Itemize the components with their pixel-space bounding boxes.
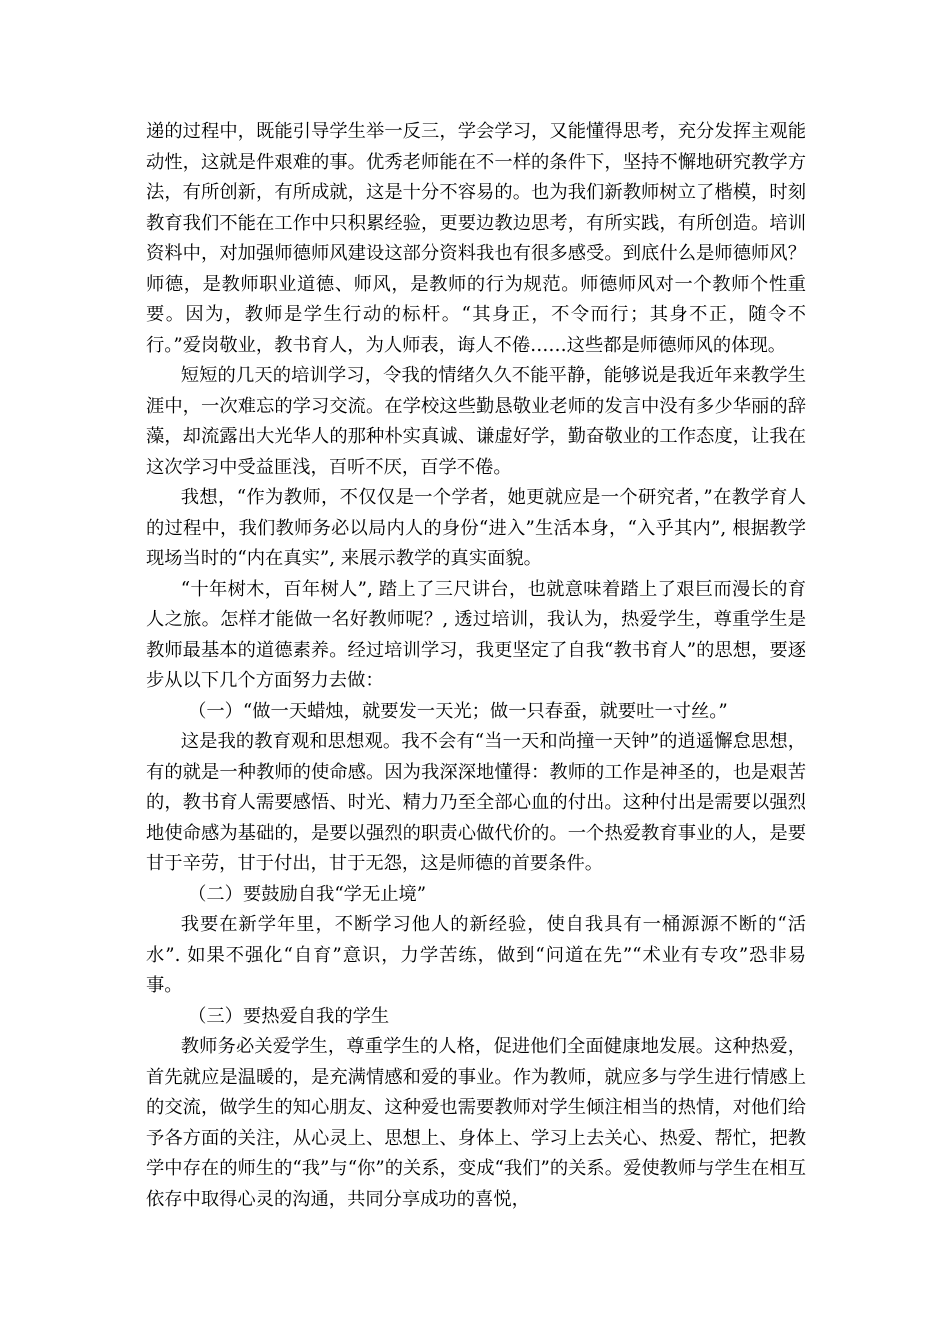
paragraph-6: 我要在新学年里，不断学习他人的新经验，使自我具有一桶源源不断的“活水”. 如果不强化“自育”意识，力学苦练，做到“问道在先”“术业有专攻”恐非易事。 — [146, 914, 806, 996]
section-heading-1: （一）“做一天蜡烛，就要发一天光；做一只春蚕，就要吐一寸丝。” — [188, 700, 728, 722]
section-heading-2: （二）要鼓励自我“学无止境” — [188, 883, 427, 905]
paragraph-1: 递的过程中，既能引导学生举一反三，学会学习，又能懂得思考，充分发挥主观能动性，这就是件艰难的事。优秀老师能在不一样的条件下，坚持不懈地研究教学方法，有所创新，有所成就，这是十分不容易的。也为我们新教师树立了楷模，时刻教育我们不能在工作中只积累经验，更要边教边思考，有所实践，有所创造。培训资料中，对加强师德师风建设这部分资料我也有很多感受。到底什么是师德师风？师德，是教师职业道德、师风，是教师的行为规范。师德师风对一个教师个性重要。因为，教师是学生行动的标杆。“其身正，不令而行；其身不正，随令不行。”爱岗敬业，教书育人，为人师表，诲人不倦……这些都是师德师风的体现。 — [146, 121, 806, 356]
paragraph-2: 短短的几天的培训学习，令我的情绪久久不能平静，能够说是我近年来教学生涯中，一次难忘的学习交流。在学校这些勤恳敬业老师的发言中没有多少华丽的辞藻，却流露出大光华人的那种朴实真诚、谦虚好学，勤奋敬业的工作态度，让我在这次学习中受益匪浅，百听不厌，百学不倦。 — [146, 365, 806, 478]
section-heading-3: （三）要热爱自我的学生 — [188, 1005, 390, 1027]
paragraph-4: “十年树木，百年树人”, 踏上了三尺讲台，也就意味着踏上了艰巨而漫长的育人之旅。怎样才能做一名好教师呢？, 透过培训，我认为，热爱学生，尊重学生是教师最基本的道德素养。经过培训学习，我更坚定了自我“教书育人”的思想，要逐步从以下几个方面努力去做： — [146, 578, 806, 691]
paragraph-5: 这是我的教育观和思想观。我不会有“当一天和尚撞一天钟”的逍遥懈怠思想，有的就是一种教师的使命感。因为我深深地懂得：教师的工作是神圣的，也是艰苦的，教书育人需要感悟、时光、精力乃至全部心血的付出。这种付出是需要以强烈地使命感为基础的，是要以强烈的职责心做代价的。一个热爱教育事业的人，是要甘于辛劳，甘于付出，甘于无怨，这是师德的首要条件。 — [146, 731, 806, 874]
document-page — [146, 117, 806, 1215]
paragraph-7: 教师务必关爱学生，尊重学生的人格，促进他们全面健康地发展。这种热爱，首先就应是温暖的，是充满情感和爱的事业。作为教师，就应多与学生进行情感上的交流，做学生的知心朋友、这种爱也需要教师对学生倾注相当的热情，对他们给予各方面的关注，从心灵上、思想上、身体上、学习上去关心、热爱、帮忙，把教学中存在的师生的“我”与“你”的关系，变成“我们”的关系。爱使教师与学生在相互依存中取得心灵的沟通，共同分享成功的喜悦， — [146, 1036, 806, 1210]
paragraph-3: 我想，“作为教师，不仅仅是一个学者，她更就应是一个研究者，”在教学育人的过程中，我们教师务必以局内人的身份“进入”生活本身，“入乎其内”, 根据教学现场当时的“内在真实”, 来展示教学的真实面貌。 — [146, 487, 806, 569]
